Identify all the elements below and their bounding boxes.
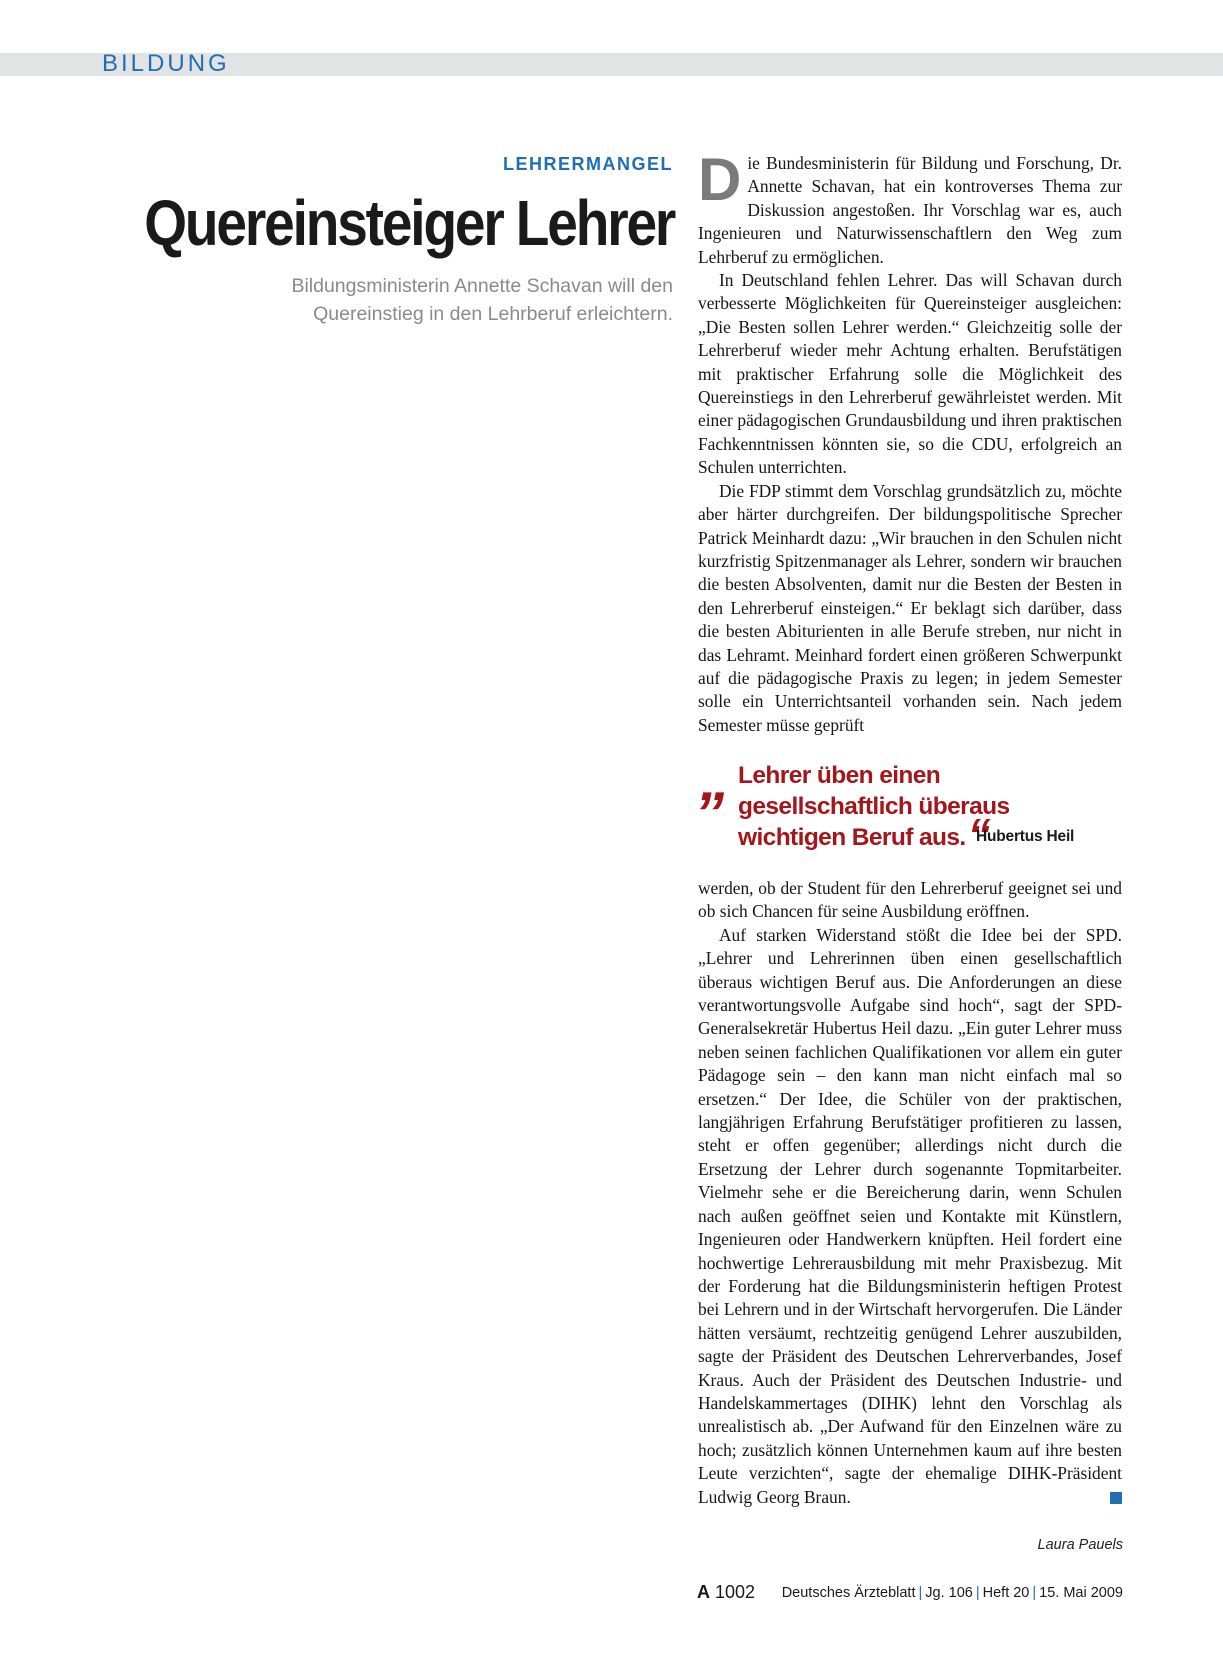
journal-date: 15. Mai 2009 — [1039, 1585, 1123, 1601]
paragraph-1 — [698, 146, 1122, 269]
paragraph-4 — [698, 924, 1122, 1509]
article-body-top — [698, 146, 1122, 737]
pull-quote-author: Hubertus Heil — [976, 828, 1075, 845]
journal-volume: Jg. 106 — [925, 1585, 973, 1601]
quote-open-mark: „ — [700, 746, 730, 813]
journal-name: Deutsches Ärzteblatt — [781, 1585, 916, 1601]
pull-quote — [698, 746, 1122, 861]
article-byline: Laura Pauels — [1037, 1537, 1123, 1553]
section-label: BILDUNG — [102, 50, 230, 77]
paragraph-1-text: ie Bundesministerin für Bildung und Forschung, Dr. Annette Schavan, hat ein kontroverses Thema zur Diskussion angestoßen. Ihr Vorschlag war es, auch Ingenieuren und Naturwissenschaftlern den Weg zum Lehrberuf zu ermöglichen. — [698, 153, 1122, 267]
paragraph-3: Die FDP stimmt dem Vorschlag grundsätzlich zu, möchte aber härter durchgreifen. Der bildungspolitische Sprecher Patrick Meinhardt dazu: „Wir brauchen in den Schulen nicht kurzfristig Spitzenmanager als Lehrer, sondern wir brauchen die besten Absolventen, damit nur die Besten der Besten in den Lehrerberuf einsteigen.“ Er beklagt sich darüber, dass die besten Abiturienten in alle Berufe streben, nur nicht in das Lehramt. Meinhard fordert einen größeren Schwerpunkt auf die pädagogische Praxis zu legen; in jedem Semester solle ein Unterrichtsanteil vorhanden sein. Nach jedem Semester müsse geprüft — [698, 480, 1122, 735]
footer-page-number — [697, 1582, 755, 1603]
page-number: 1002 — [715, 1582, 756, 1602]
article-kicker: LEHRERMANGEL — [503, 154, 673, 174]
page-prefix: A — [697, 1582, 710, 1602]
article-title: Quereinsteiger Lehrer — [144, 187, 674, 259]
quote-close-mark: “ — [967, 809, 990, 861]
footer-publication-info — [782, 1585, 1123, 1601]
end-of-article-marker — [1110, 1492, 1122, 1504]
drop-cap: D — [698, 146, 742, 213]
footer-separator: | — [1032, 1585, 1037, 1601]
footer-separator: | — [975, 1585, 980, 1601]
footer-separator: | — [918, 1585, 923, 1601]
article-subtitle: Bildungsministerin Annette Schavan will den Quereinstieg in den Lehrberuf erleichtern. — [291, 275, 673, 325]
article-body-bottom — [698, 877, 1122, 1509]
paragraph-2: In Deutschland fehlen Lehrer. Das will Schavan durch verbesserte Möglichkeiten für Quereinsteiger ausgleichen: „Die Besten sollen Lehrer werden.“ Gleichzeitig solle der Lehrerberuf wieder mehr Achtung erhalten. Berufstätigen mit praktischer Erfahrung solle die Möglichkeit des Quereinstiegs in den Lehrerberuf gewährleistet werden. Mit einer pädagogischen Grundausbildung und ihren praktischen Fachkenntnissen könnten sie, so die CDU, erfolgreich an Schulen unterrichten. — [698, 270, 1122, 478]
paragraph-3-continued: werden, ob der Student für den Lehrerberuf geeignet sei und ob sich Chancen für seine Ausbildung eröffnen. — [698, 878, 1122, 922]
pull-quote-text: Lehrer üben einen gesellschaftlich überaus wichtigen Beruf aus. — [738, 762, 1010, 851]
journal-issue: Heft 20 — [982, 1585, 1030, 1601]
paragraph-4-text: Auf starken Widerstand stößt die Idee bei der SPD. „Lehrer und Lehrerinnen üben einen gesellschaftlich überaus wichtigen Beruf aus. Die Anforderungen an diese verantwortungsvolle Aufgabe sind hoch“, sagt der SPD-Generalsekretär Hubertus Heil dazu. „Ein guter Lehrer muss neben seinen fachlichen Qualifikationen vor allem ein guter Pädagoge sein – den kann man nicht einfach mal so ersetzen.“ Der Idee, die Schüler von der praktischen, langjährigen Erfahrung Berufstätiger profitieren zu lassen, steht er offen gegenüber; allerdings nicht durch die Ersetzung der Lehrer durch sogenannte Topmitarbeiter. Vielmehr sehe er die Bereicherung darin, wenn Schulen nach außen geöffnet seien und Kontakte mit Künstlern, Ingenieuren oder Handwerkern knüpften. Heil fordert eine hochwertige Lehrerausbildung mit mehr Praxisbezug. Mit der Forderung hat die Bildungsministerin heftigen Protest bei Lehrern und in der Wirtschaft hervorgerufen. Die Länder hätten versäumt, rechtzeitig genügend Lehrer auszubilden, sagte der Präsident des Deutschen Lehrerverbandes, Josef Kraus. Auch der Präsident des Deutschen Industrie- und Handelskammertages (DIHK) lehnt den Vorschlag als unrealistisch ab. „Der Aufwand für den Einzelnen wäre zu hoch; zusätzlich können Unternehmen kaum auf ihre besten Leute verzichten“, sagte der ehemalige DIHK-Präsident Ludwig Georg Braun. — [698, 924, 1122, 1507]
